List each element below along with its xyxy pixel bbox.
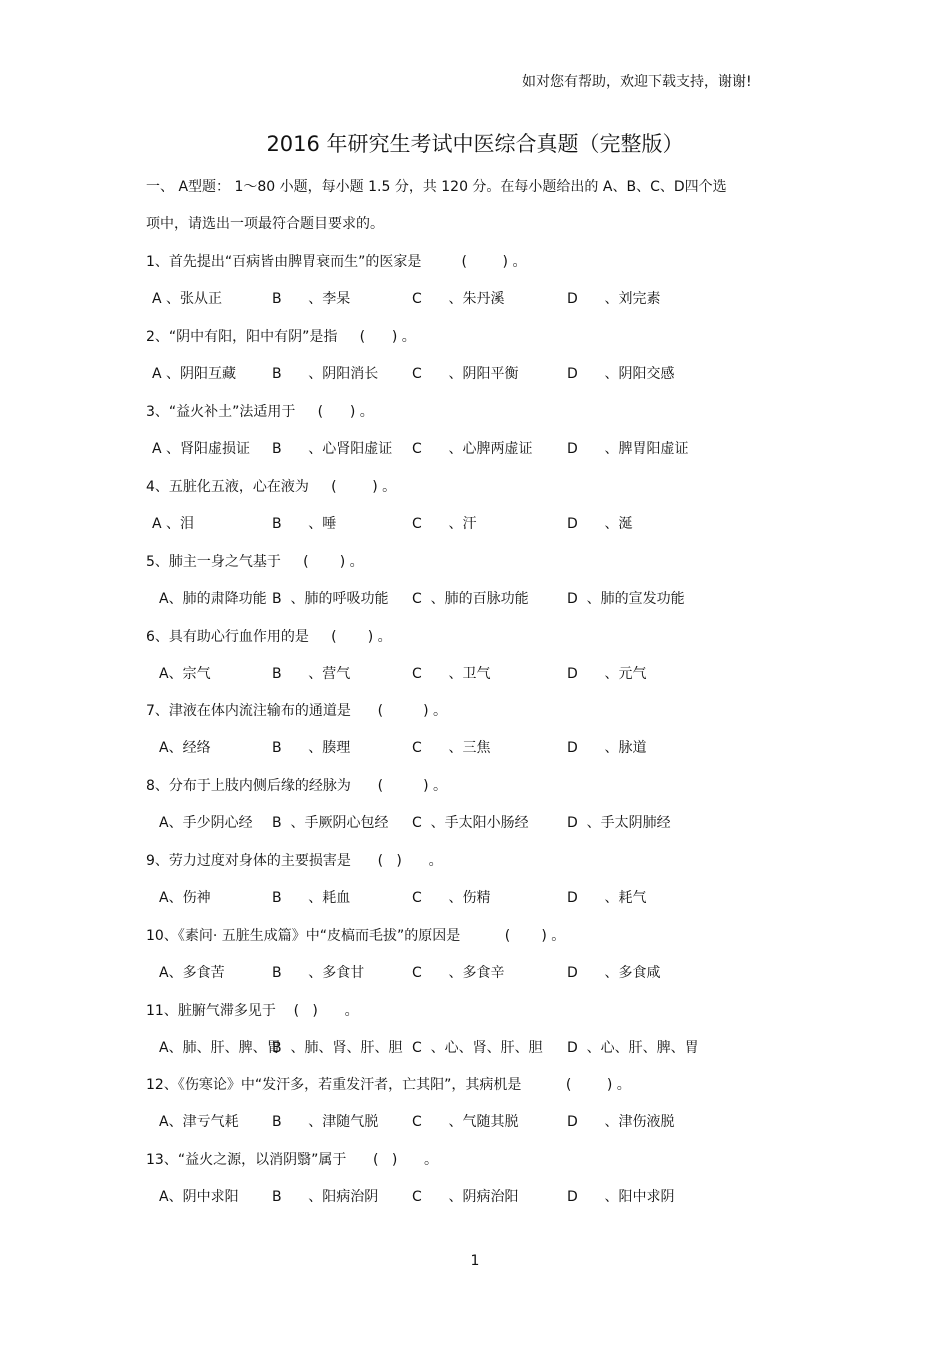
- answer-option: B 、手厥阴心包经: [272, 815, 389, 831]
- answer-option: D 、手太阴肺经: [567, 815, 671, 831]
- answer-option: C 、手太阳小肠经: [412, 815, 529, 831]
- answer-option: D 、涎: [567, 516, 633, 532]
- answer-option: B 、多食甘: [272, 965, 365, 981]
- answer-option: B 、肺的呼吸功能: [272, 591, 389, 607]
- answer-option: D 、耗气: [567, 890, 647, 906]
- answer-option: B 、营气: [272, 666, 351, 682]
- question-text: 5、肺主一身之气基于 ( ) 。: [146, 554, 364, 570]
- question-text: 10、《素问· 五脏生成篇》中“皮槁而毛拔”的原因是 ( ) 。: [146, 928, 566, 944]
- question-text: 2、“阴中有阳，阳中有阴”是指 ( ) 。: [146, 329, 416, 345]
- answer-option: B 、津随气脱: [272, 1114, 379, 1130]
- answer-option: D 、多食咸: [567, 965, 661, 981]
- question-text: 12、《伤寒论》中“发汗多，若重发汗者，亡其阳”，其病机是 ( ) 。: [146, 1077, 631, 1093]
- question-text: 4、五脏化五液，心在液为 ( ) 。: [146, 479, 397, 495]
- answer-option: A 、张从正: [152, 291, 223, 307]
- answer-option: C 、心、肾、肝、胆: [412, 1040, 543, 1056]
- answer-option: C 、阴阳平衡: [412, 366, 519, 382]
- answer-option: D 、元气: [567, 666, 647, 682]
- answer-option: D 、刘完素: [567, 291, 661, 307]
- answer-option: B 、耗血: [272, 890, 351, 906]
- answer-option: A、肺、肝、脾、胃: [159, 1040, 281, 1056]
- page-number: 1: [470, 1253, 480, 1269]
- answer-option: D 、心、肝、脾、胃: [567, 1040, 699, 1056]
- answer-option: A 、阴阳互藏: [152, 366, 237, 382]
- answer-option: C 、汗: [412, 516, 477, 532]
- answer-option: B 、李杲: [272, 291, 351, 307]
- answer-option: C 、卫气: [412, 666, 491, 682]
- question-text: 1、首先提出“百病皆由脾胃衰而生”的医家是 ( ) 。: [146, 254, 527, 270]
- answer-option: C 、伤精: [412, 890, 491, 906]
- answer-option: B 、心肾阳虚证: [272, 441, 393, 457]
- answer-option: B 、唾: [272, 516, 337, 532]
- answer-option: D 、阳中求阴: [567, 1189, 675, 1205]
- answer-option: A、阴中求阳: [159, 1189, 239, 1205]
- answer-option: D 、肺的宣发功能: [567, 591, 685, 607]
- question-text: 8、分布于上肢内侧后缘的经脉为 ( ) 。: [146, 778, 448, 794]
- answer-option: A、多食苦: [159, 965, 225, 981]
- question-text: 11、脏腑气滞多见于 ( ) 。: [146, 1003, 359, 1019]
- answer-option: A、伤神: [159, 890, 211, 906]
- answer-option: C 、阴病治阳: [412, 1189, 519, 1205]
- answer-option: A 、肾阳虚损证: [152, 441, 251, 457]
- answer-option: A、宗气: [159, 666, 211, 682]
- answer-option: B 、阳病治阴: [272, 1189, 379, 1205]
- answer-option: B 、肺、肾、肝、胆: [272, 1040, 403, 1056]
- answer-option: D 、脉道: [567, 740, 647, 756]
- instructions-line-2: 项中，请选出一项最符合题目要求的。: [146, 216, 384, 232]
- answer-option: D 、阴阳交感: [567, 366, 675, 382]
- answer-option: A 、泪: [152, 516, 195, 532]
- question-text: 6、具有助心行血作用的是 ( ) 。: [146, 629, 392, 645]
- answer-option: C 、心脾两虚证: [412, 441, 533, 457]
- answer-option: B 、腠理: [272, 740, 351, 756]
- answer-option: C 、朱丹溪: [412, 291, 505, 307]
- page-title: 2016 年研究生考试中医综合真题（完整版）: [266, 132, 684, 156]
- header-note: 如对您有帮助，欢迎下载支持，谢谢!: [522, 74, 752, 90]
- answer-option: D 、津伤液脱: [567, 1114, 675, 1130]
- answer-option: A、经络: [159, 740, 211, 756]
- answer-option: A、手少阴心经: [159, 815, 253, 831]
- answer-option: A、肺的肃降功能: [159, 591, 267, 607]
- question-text: 7、津液在体内流注输布的通道是 ( ) 。: [146, 703, 448, 719]
- answer-option: C 、三焦: [412, 740, 491, 756]
- answer-option: D 、脾胃阳虚证: [567, 441, 689, 457]
- question-text: 9、劳力过度对身体的主要损害是 ( ) 。: [146, 853, 443, 869]
- answer-option: C 、多食辛: [412, 965, 505, 981]
- question-text: 13、“益火之源，以消阴翳”属于 ( ) 。: [146, 1152, 438, 1168]
- answer-option: A、津亏气耗: [159, 1114, 239, 1130]
- answer-option: B 、阴阳消长: [272, 366, 379, 382]
- question-text: 3、“益火补土”法适用于 ( ) 。: [146, 404, 374, 420]
- answer-option: C 、肺的百脉功能: [412, 591, 529, 607]
- answer-option: C 、气随其脱: [412, 1114, 519, 1130]
- instructions-line-1: 一、 A型题： 1～80 小题，每小题 1.5 分，共 120 分。在每小题给出的 A、B、C、D四个选: [146, 179, 727, 195]
